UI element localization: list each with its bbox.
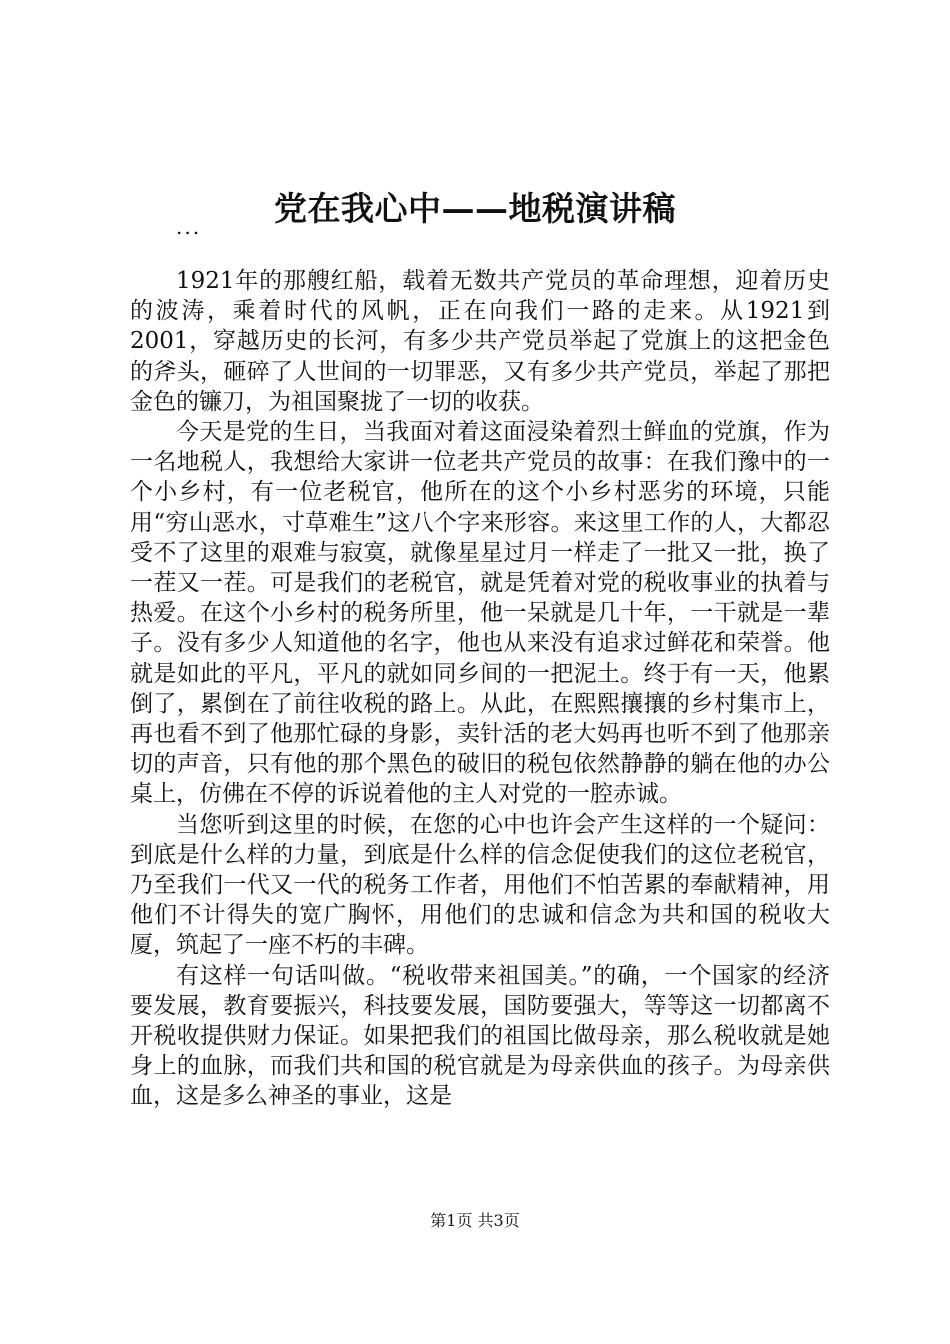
document-body	[130, 266, 830, 1112]
paragraph-2: 今天是党的生日，当我面对着这面浸染着烈士鲜血的党旗，作为一名地税人，我想给大家讲一位老共产党员的故事：在我们豫中的一个小乡村，有一位老税官，他所在的这个小乡村恶劣的环境，只能用“穷山恶水，寸草难生”这八个字来形容。来这里工作的人，大都忍受不了这里的艰难与寂寞，就像星星过月一样走了一批又一批，换了一茬又一茬。可是我们的老税官，就是凭着对党的税收事业的执着与热爱。在这个小乡村的税务所里，他一呆就是几十年，一干就是一辈子。没有多少人知道他的名字，他也从来没有追求过鲜花和荣誉。他就是如此的平凡，平凡的就如同乡间的一把泥土。终于有一天，他累倒了，累倒在了前往收税的路上。从此，在熙熙攘攘的乡村集市上，再也看不到了他那忙碌的身影，卖针活的老大妈再也听不到了他那亲切的声音，只有他的那个黑色的破旧的税包依然静静的躺在他的办公桌上，仿佛在不停的诉说着他的主人对党的一腔赤诚。	[130, 419, 830, 808]
ellipsis-marker: ...	[176, 215, 202, 239]
paragraph-1: 1921年的那艘红船，载着无数共产党员的革命理想，迎着历史的波涛，乘着时代的风帆，正在向我们一路的走来。从1921到2001，穿越历史的长河，有多少共产党员举起了党旗上的这把金色的斧头，砸碎了人世间的一切罪恶，又有多少共产党员，举起了那把金色的镰刀，为祖国聚拢了一切的收获。	[130, 268, 830, 415]
paragraph-4: 有这样一句话叫做。“税收带来祖国美。”的确，一个国家的经济要发展，教育要振兴，科技要发展，国防要强大，等等这一切都离不开税收提供财力保证。如果把我们的祖国比做母亲，那么税收就是她身上的血脉，而我们共和国的税官就是为母亲供血的孩子。为母亲供血，这是多么神圣的事业，这是	[130, 962, 830, 1110]
paragraph-3: 当您听到这里的时候，在您的心中也许会产生这样的一个疑问：到底是什么样的力量，到底是什么样的信念促使我们的这位老税官，乃至我们一代又一代的税务工作者，用他们不怕苦累的奉献精神，用他们不计得失的宽广胸怀，用他们的忠诚和信念为共和国的税收大厦，筑起了一座不朽的丰碑。	[130, 811, 830, 959]
page-footer: 第1页 共3页	[430, 1211, 520, 1230]
document-title: 党在我心中——地税演讲稿	[274, 189, 676, 228]
